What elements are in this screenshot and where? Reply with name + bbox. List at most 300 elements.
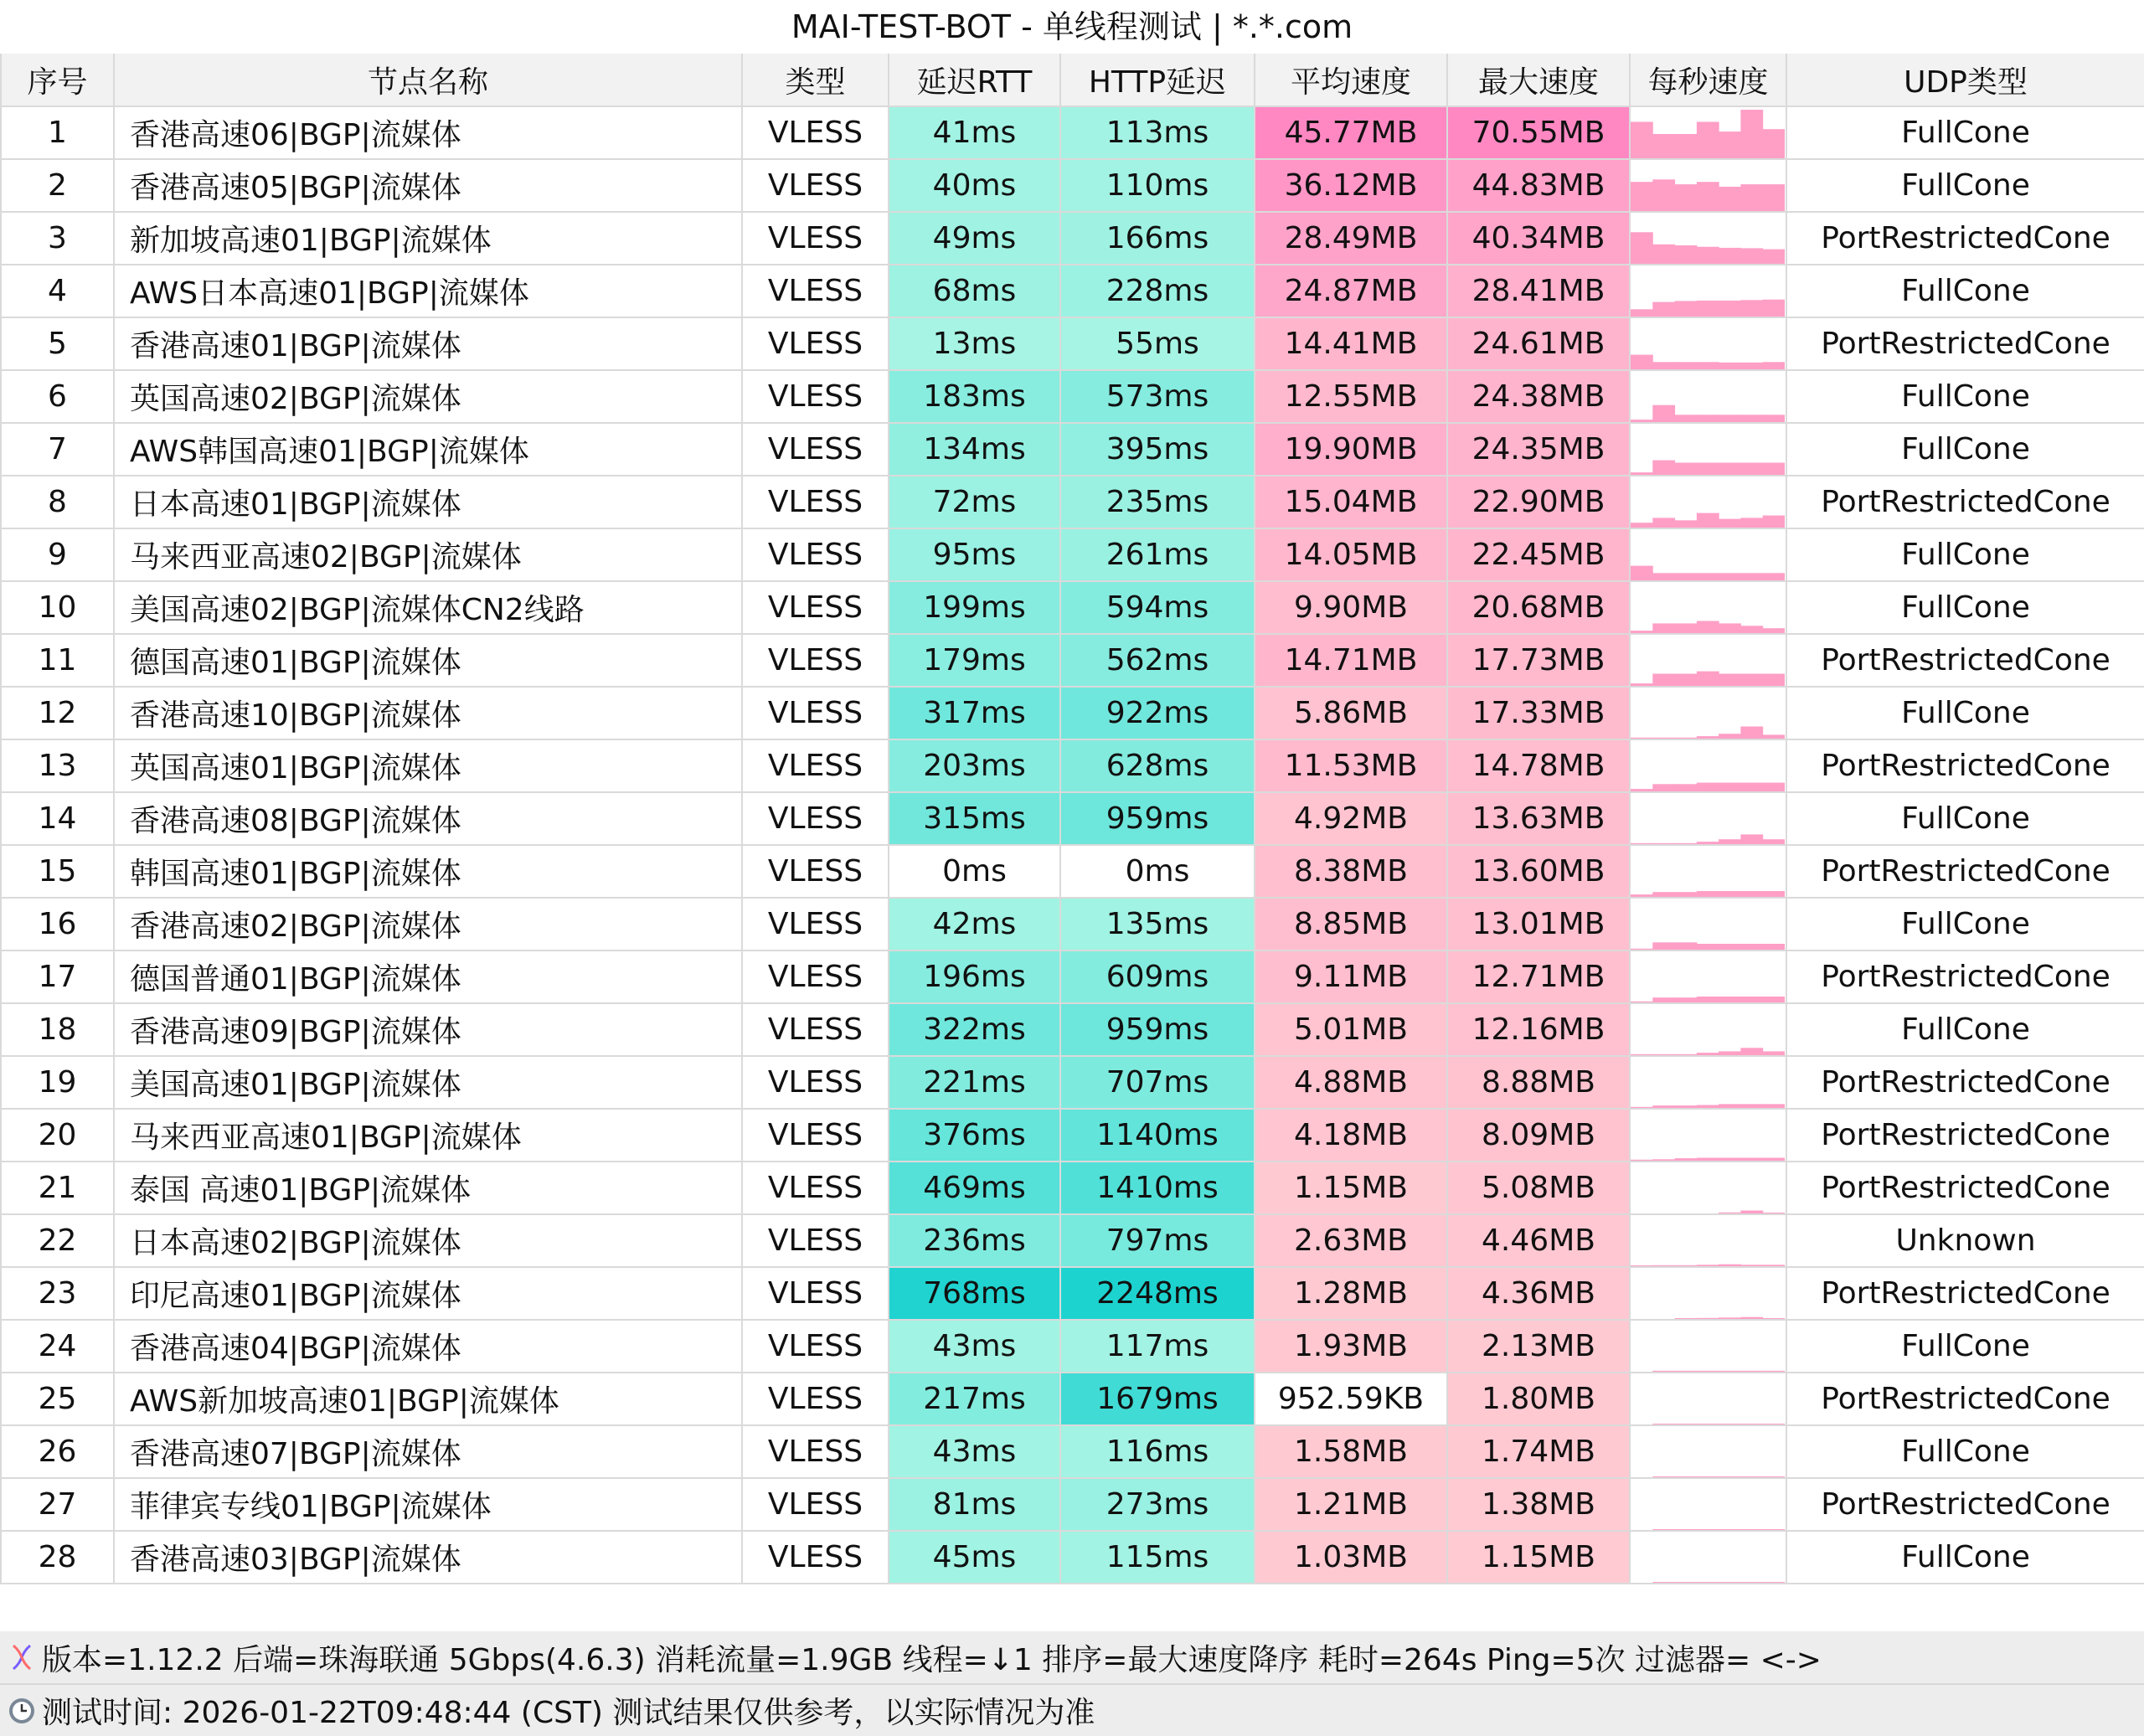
sparkline-bar xyxy=(1697,1371,1719,1372)
cell-udp-type: FullCone xyxy=(1786,1320,2144,1373)
cell-type: VLESS xyxy=(742,1478,889,1531)
speed-sparkline xyxy=(1631,1479,1785,1530)
cell-max-speed: 17.33MB xyxy=(1447,687,1630,739)
cell-udp-type: Unknown xyxy=(1786,1214,2144,1267)
cell-http-latency: 166ms xyxy=(1060,212,1255,265)
sparkline-bar xyxy=(1719,1529,1741,1530)
table-row[interactable] xyxy=(1,950,2144,1003)
speed-sparkline xyxy=(1631,476,1785,528)
cell-rtt: 41ms xyxy=(889,106,1060,159)
cell-avg-speed: 5.01MB xyxy=(1255,1003,1447,1056)
cell-node-name: 美国高速02|BGP|流媒体CN2线路 xyxy=(114,581,742,634)
cell-http-latency: 573ms xyxy=(1060,370,1255,423)
cell-max-speed: 13.63MB xyxy=(1447,792,1630,845)
sparkline-bar xyxy=(1697,1265,1719,1266)
cell-udp-type: FullCone xyxy=(1786,792,2144,845)
cell-http-latency: 2248ms xyxy=(1060,1267,1255,1320)
sparkline-bar xyxy=(1740,573,1763,580)
cell-http-latency: 922ms xyxy=(1060,687,1255,739)
cell-type: VLESS xyxy=(742,423,889,476)
sparkline-bar xyxy=(1652,1476,1675,1477)
sparkline-bar xyxy=(1697,944,1719,950)
sparkline-bar xyxy=(1697,891,1719,897)
cell-max-speed: 4.36MB xyxy=(1447,1267,1630,1320)
speed-sparkline xyxy=(1631,899,1785,950)
clock-icon xyxy=(7,1696,37,1726)
cell-type: VLESS xyxy=(742,1056,889,1109)
cell-per-second-chart xyxy=(1630,1478,1786,1531)
sparkline-bar xyxy=(1763,997,1785,1002)
cell-node-name: 香港高速10|BGP|流媒体 xyxy=(114,687,742,739)
cell-type: VLESS xyxy=(742,898,889,950)
sparkline-bar xyxy=(1675,1582,1698,1583)
table-row[interactable] xyxy=(1,1531,2144,1584)
sparkline-bar xyxy=(1675,301,1698,317)
sparkline-bar xyxy=(1740,944,1763,950)
sparkline-bar xyxy=(1675,623,1698,633)
cell-rtt: 40ms xyxy=(889,159,1060,212)
table-row[interactable] xyxy=(1,1425,2144,1478)
cell-index: 18 xyxy=(1,1003,114,1056)
cell-type: VLESS xyxy=(742,159,889,212)
table-row[interactable] xyxy=(1,792,2144,845)
table-row[interactable] xyxy=(1,739,2144,792)
cell-type: VLESS xyxy=(742,687,889,739)
cell-udp-type: PortRestrictedCone xyxy=(1786,845,2144,898)
cell-index: 5 xyxy=(1,317,114,370)
cell-http-latency: 628ms xyxy=(1060,739,1255,792)
table-row[interactable] xyxy=(1,317,2144,370)
sparkline-bar xyxy=(1719,734,1741,739)
sparkline-bar xyxy=(1631,182,1653,211)
cell-udp-type: PortRestrictedCone xyxy=(1786,1267,2144,1320)
sparkline-bar xyxy=(1740,1529,1763,1530)
table-row[interactable] xyxy=(1,1214,2144,1267)
sparkline-bar xyxy=(1631,949,1653,950)
cell-max-speed: 5.08MB xyxy=(1447,1162,1630,1214)
sparkline-bar xyxy=(1652,1054,1675,1055)
sparkline-bar xyxy=(1763,734,1785,739)
sparkline-bar xyxy=(1719,573,1741,580)
sparkline-bar xyxy=(1719,301,1741,317)
cell-node-name: 香港高速05|BGP|流媒体 xyxy=(114,159,742,212)
sparkline-bar xyxy=(1652,623,1675,633)
cell-node-name: AWS新加坡高速01|BGP|流媒体 xyxy=(114,1373,742,1425)
sparkline-bar xyxy=(1763,1371,1785,1372)
table-row[interactable] xyxy=(1,476,2144,528)
cell-udp-type: PortRestrictedCone xyxy=(1786,1162,2144,1214)
speed-sparkline xyxy=(1631,1426,1785,1477)
col-header-avg-speed[interactable]: 平均速度 xyxy=(1255,54,1447,106)
sparkline-bar xyxy=(1740,1476,1763,1477)
sparkline-bar xyxy=(1719,187,1741,211)
sparkline-bar xyxy=(1763,1104,1785,1108)
sparkline-bar xyxy=(1763,250,1785,264)
sparkline-bar xyxy=(1740,1211,1763,1214)
cell-max-speed: 70.55MB xyxy=(1447,106,1630,159)
cell-per-second-chart xyxy=(1630,423,1786,476)
cell-rtt: 768ms xyxy=(889,1267,1060,1320)
cell-udp-type: FullCone xyxy=(1786,528,2144,581)
cell-index: 16 xyxy=(1,898,114,950)
cell-index: 10 xyxy=(1,581,114,634)
cell-avg-speed: 8.38MB xyxy=(1255,845,1447,898)
sparkline-bar xyxy=(1697,182,1719,211)
table-row[interactable] xyxy=(1,159,2144,212)
cell-rtt: 183ms xyxy=(889,370,1060,423)
cell-per-second-chart xyxy=(1630,1109,1786,1162)
sparkline-bar xyxy=(1631,683,1653,686)
cell-avg-speed: 1.15MB xyxy=(1255,1162,1447,1214)
cell-type: VLESS xyxy=(742,1425,889,1478)
sparkline-bar xyxy=(1697,1053,1719,1055)
sparkline-bar xyxy=(1740,518,1763,528)
cell-udp-type: FullCone xyxy=(1786,687,2144,739)
sparkline-bar xyxy=(1697,513,1719,528)
cell-index: 9 xyxy=(1,528,114,581)
sparkline-bar xyxy=(1763,129,1785,158)
cell-udp-type: FullCone xyxy=(1786,370,2144,423)
cell-http-latency: 110ms xyxy=(1060,159,1255,212)
cell-udp-type: FullCone xyxy=(1786,265,2144,317)
cell-node-name: 香港高速08|BGP|流媒体 xyxy=(114,792,742,845)
cell-node-name: 菲律宾专线01|BGP|流媒体 xyxy=(114,1478,742,1531)
cell-per-second-chart xyxy=(1630,792,1786,845)
sparkline-bar xyxy=(1719,363,1741,369)
sparkline-bar xyxy=(1697,1476,1719,1477)
sparkline-bar xyxy=(1763,628,1785,633)
sparkline-bar xyxy=(1719,519,1741,528)
sparkline-bar xyxy=(1719,463,1741,476)
sparkline-bar xyxy=(1763,463,1785,476)
cell-node-name: 德国高速01|BGP|流媒体 xyxy=(114,634,742,687)
table-row[interactable] xyxy=(1,528,2144,581)
table-row[interactable] xyxy=(1,1056,2144,1109)
speed-sparkline xyxy=(1631,846,1785,897)
cell-per-second-chart xyxy=(1630,528,1786,581)
sparkline-bar xyxy=(1652,573,1675,580)
table-row[interactable] xyxy=(1,1320,2144,1373)
cell-index: 8 xyxy=(1,476,114,528)
cell-rtt: 42ms xyxy=(889,898,1060,950)
cell-avg-speed: 36.12MB xyxy=(1255,159,1447,212)
sparkline-bar xyxy=(1652,942,1675,950)
cell-node-name: 日本高速01|BGP|流媒体 xyxy=(114,476,742,528)
cell-http-latency: 116ms xyxy=(1060,1425,1255,1478)
cell-rtt: 13ms xyxy=(889,317,1060,370)
cell-index: 6 xyxy=(1,370,114,423)
sparkline-bar xyxy=(1763,839,1785,844)
cell-index: 26 xyxy=(1,1425,114,1478)
sparkline-bar xyxy=(1652,245,1675,264)
sparkline-bar xyxy=(1763,573,1785,580)
speed-sparkline xyxy=(1631,951,1785,1002)
table-row[interactable] xyxy=(1,265,2144,317)
sparkline-bar xyxy=(1697,1318,1719,1319)
cell-type: VLESS xyxy=(742,1267,889,1320)
sparkline-bar xyxy=(1763,300,1785,317)
cell-http-latency: 1410ms xyxy=(1060,1162,1255,1214)
sparkline-bar xyxy=(1675,573,1698,580)
cell-udp-type: PortRestrictedCone xyxy=(1786,1056,2144,1109)
cell-per-second-chart xyxy=(1630,106,1786,159)
cell-rtt: 68ms xyxy=(889,265,1060,317)
cell-udp-type: FullCone xyxy=(1786,1003,2144,1056)
footer-time-bar xyxy=(0,1683,2144,1736)
cell-node-name: AWS日本高速01|BGP|流媒体 xyxy=(114,265,742,317)
cell-node-name: 香港高速02|BGP|流媒体 xyxy=(114,898,742,950)
cell-type: VLESS xyxy=(742,317,889,370)
speed-sparkline xyxy=(1631,1057,1785,1108)
table-body xyxy=(1,106,2144,1584)
cell-node-name: 香港高速03|BGP|流媒体 xyxy=(114,1531,742,1584)
cell-http-latency: 959ms xyxy=(1060,792,1255,845)
cell-http-latency: 562ms xyxy=(1060,634,1255,687)
cell-node-name: 香港高速04|BGP|流媒体 xyxy=(114,1320,742,1373)
cell-udp-type: FullCone xyxy=(1786,1425,2144,1478)
cell-max-speed: 1.74MB xyxy=(1447,1425,1630,1478)
cell-http-latency: 395ms xyxy=(1060,423,1255,476)
cell-udp-type: FullCone xyxy=(1786,898,2144,950)
table-row[interactable] xyxy=(1,1109,2144,1162)
table-row[interactable] xyxy=(1,1003,2144,1056)
col-header-per-second[interactable]: 每秒速度 xyxy=(1630,54,1786,106)
cell-index: 28 xyxy=(1,1531,114,1584)
cell-http-latency: 261ms xyxy=(1060,528,1255,581)
table-row[interactable] xyxy=(1,423,2144,476)
cell-rtt: 0ms xyxy=(889,845,1060,898)
speed-sparkline xyxy=(1631,424,1785,475)
col-header-type[interactable]: 类型 xyxy=(742,54,889,106)
sparkline-bar xyxy=(1763,891,1785,897)
sparkline-bar xyxy=(1675,892,1698,897)
sparkline-bar xyxy=(1675,1265,1698,1266)
cell-max-speed: 24.38MB xyxy=(1447,370,1630,423)
speed-sparkline xyxy=(1631,1162,1785,1213)
cell-http-latency: 0ms xyxy=(1060,845,1255,898)
table-row[interactable] xyxy=(1,845,2144,898)
sparkline-bar xyxy=(1719,839,1741,844)
sparkline-bar xyxy=(1652,405,1675,422)
sparkline-bar xyxy=(1631,789,1653,791)
cell-avg-speed: 5.86MB xyxy=(1255,687,1447,739)
sparkline-bar xyxy=(1719,1317,1741,1319)
cell-max-speed: 28.41MB xyxy=(1447,265,1630,317)
cell-index: 20 xyxy=(1,1109,114,1162)
cell-rtt: 196ms xyxy=(889,950,1060,1003)
col-header-max-speed[interactable]: 最大速度 xyxy=(1447,54,1630,106)
cell-max-speed: 13.01MB xyxy=(1447,898,1630,950)
col-header-name[interactable]: 节点名称 xyxy=(114,54,742,106)
cell-type: VLESS xyxy=(742,1320,889,1373)
col-header-http[interactable]: HTTP延迟 xyxy=(1060,54,1255,106)
cell-per-second-chart xyxy=(1630,1320,1786,1373)
sparkline-bar xyxy=(1675,1158,1698,1161)
cell-http-latency: 113ms xyxy=(1060,106,1255,159)
cell-max-speed: 4.46MB xyxy=(1447,1214,1630,1267)
cell-avg-speed: 45.77MB xyxy=(1255,106,1447,159)
sparkline-bar xyxy=(1697,736,1719,739)
sparkline-bar xyxy=(1652,1105,1675,1108)
speed-sparkline xyxy=(1631,160,1785,211)
cell-per-second-chart xyxy=(1630,950,1786,1003)
cell-type: VLESS xyxy=(742,950,889,1003)
cell-max-speed: 13.60MB xyxy=(1447,845,1630,898)
sparkline-bar xyxy=(1675,1371,1698,1372)
cell-node-name: 德国普通01|BGP|流媒体 xyxy=(114,950,742,1003)
table-row[interactable] xyxy=(1,1162,2144,1214)
sparkline-bar xyxy=(1763,674,1785,687)
cell-http-latency: 959ms xyxy=(1060,1003,1255,1056)
sparkline-bar xyxy=(1719,1051,1741,1055)
cell-node-name: 香港高速09|BGP|流媒体 xyxy=(114,1003,742,1056)
cell-udp-type: FullCone xyxy=(1786,1531,2144,1584)
table-row[interactable] xyxy=(1,106,2144,159)
table-row[interactable] xyxy=(1,1267,2144,1320)
sparkline-bar xyxy=(1719,1104,1741,1108)
sparkline-bar xyxy=(1740,834,1763,844)
sparkline-bar xyxy=(1675,843,1698,844)
cell-type: VLESS xyxy=(742,1373,889,1425)
sparkline-bar xyxy=(1631,472,1653,475)
table-row[interactable] xyxy=(1,898,2144,950)
cell-index: 22 xyxy=(1,1214,114,1267)
col-header-rtt[interactable]: 延迟RTT xyxy=(889,54,1060,106)
sparkline-bar xyxy=(1675,1529,1698,1530)
cell-per-second-chart xyxy=(1630,634,1786,687)
table-row[interactable] xyxy=(1,581,2144,634)
cell-per-second-chart xyxy=(1630,1267,1786,1320)
cell-type: VLESS xyxy=(742,739,889,792)
sparkline-bar xyxy=(1697,247,1719,264)
cell-max-speed: 1.15MB xyxy=(1447,1531,1630,1584)
table-row[interactable] xyxy=(1,687,2144,739)
cell-node-name: 马来西亚高速02|BGP|流媒体 xyxy=(114,528,742,581)
cell-per-second-chart xyxy=(1630,317,1786,370)
table-row[interactable] xyxy=(1,1373,2144,1425)
sparkline-bar xyxy=(1631,566,1653,580)
cell-index: 15 xyxy=(1,845,114,898)
sparkline-bar xyxy=(1675,184,1698,211)
speed-sparkline xyxy=(1631,265,1785,317)
speed-sparkline xyxy=(1631,1004,1785,1055)
sparkline-bar xyxy=(1719,1582,1741,1583)
speed-sparkline xyxy=(1631,793,1785,844)
sparkline-bar xyxy=(1740,1582,1763,1583)
sparkline-bar xyxy=(1740,300,1763,317)
footer-info-text: 版本=1.12.2 后端=珠海联通 5Gbps(4.6.3) 消耗流量=1.9GB 线程=↓1 排序=最大速度降序 耗时=264s Ping=5次 过滤器= <-> xyxy=(42,1642,1822,1677)
cell-udp-type: FullCone xyxy=(1786,423,2144,476)
sparkline-bar xyxy=(1719,944,1741,950)
cell-type: VLESS xyxy=(742,212,889,265)
cell-type: VLESS xyxy=(742,265,889,317)
cell-node-name: 香港高速06|BGP|流媒体 xyxy=(114,106,742,159)
col-header-index[interactable]: 序号 xyxy=(1,54,114,106)
header-row xyxy=(1,54,2144,106)
cell-udp-type: PortRestrictedCone xyxy=(1786,1109,2144,1162)
cell-rtt: 221ms xyxy=(889,1056,1060,1109)
sparkline-bar xyxy=(1740,463,1763,476)
sparkline-bar xyxy=(1719,1371,1741,1372)
cell-per-second-chart xyxy=(1630,739,1786,792)
cell-avg-speed: 24.87MB xyxy=(1255,265,1447,317)
cell-http-latency: 55ms xyxy=(1060,317,1255,370)
cell-rtt: 179ms xyxy=(889,634,1060,687)
speed-sparkline xyxy=(1631,1373,1785,1424)
speed-sparkline xyxy=(1631,1215,1785,1266)
cell-per-second-chart xyxy=(1630,1214,1786,1267)
speed-sparkline xyxy=(1631,107,1785,158)
sparkline-bar xyxy=(1740,110,1763,158)
col-header-udp[interactable]: UDP类型 xyxy=(1786,54,2144,106)
cell-avg-speed: 9.11MB xyxy=(1255,950,1447,1003)
cell-rtt: 376ms xyxy=(889,1109,1060,1162)
sparkline-bar xyxy=(1763,944,1785,950)
cell-max-speed: 22.90MB xyxy=(1447,476,1630,528)
cell-per-second-chart xyxy=(1630,1373,1786,1425)
cell-node-name: AWS韩国高速01|BGP|流媒体 xyxy=(114,423,742,476)
cell-per-second-chart xyxy=(1630,845,1786,898)
cell-type: VLESS xyxy=(742,370,889,423)
cell-per-second-chart xyxy=(1630,1003,1786,1056)
sparkline-bar xyxy=(1697,672,1719,686)
sparkline-bar xyxy=(1740,1048,1763,1055)
sparkline-bar xyxy=(1740,674,1763,687)
results-table xyxy=(0,54,2144,1584)
cell-type: VLESS xyxy=(742,476,889,528)
table-row[interactable] xyxy=(1,634,2144,687)
table-row[interactable] xyxy=(1,212,2144,265)
cell-index: 13 xyxy=(1,739,114,792)
sparkline-bar xyxy=(1652,461,1675,475)
sparkline-bar xyxy=(1631,122,1653,159)
table-row[interactable] xyxy=(1,1478,2144,1531)
sparkline-bar xyxy=(1631,1160,1653,1161)
cell-rtt: 315ms xyxy=(889,792,1060,845)
cell-avg-speed: 4.88MB xyxy=(1255,1056,1447,1109)
sparkline-bar xyxy=(1740,1158,1763,1162)
cell-max-speed: 2.13MB xyxy=(1447,1320,1630,1373)
sparkline-bar xyxy=(1740,248,1763,264)
sparkline-bar xyxy=(1652,738,1675,739)
sparkline-bar xyxy=(1697,1582,1719,1583)
cell-avg-speed: 15.04MB xyxy=(1255,476,1447,528)
cell-rtt: 236ms xyxy=(889,1214,1060,1267)
cell-rtt: 469ms xyxy=(889,1162,1060,1214)
cell-max-speed: 12.71MB xyxy=(1447,950,1630,1003)
sparkline-bar xyxy=(1719,1158,1741,1162)
sparkline-bar xyxy=(1675,245,1698,264)
cell-index: 23 xyxy=(1,1267,114,1320)
cell-index: 25 xyxy=(1,1373,114,1425)
sparkline-bar xyxy=(1697,362,1719,369)
table-row[interactable] xyxy=(1,370,2144,423)
speed-sparkline xyxy=(1631,371,1785,422)
cell-rtt: 134ms xyxy=(889,423,1060,476)
cell-per-second-chart xyxy=(1630,687,1786,739)
sparkline-bar xyxy=(1763,516,1785,528)
sparkline-bar xyxy=(1652,997,1675,1002)
cell-avg-speed: 4.18MB xyxy=(1255,1109,1447,1162)
speed-sparkline xyxy=(1631,740,1785,791)
speed-sparkline xyxy=(1631,1268,1785,1319)
cell-avg-speed: 14.41MB xyxy=(1255,317,1447,370)
cell-rtt: 81ms xyxy=(889,1478,1060,1531)
cell-node-name: 香港高速01|BGP|流媒体 xyxy=(114,317,742,370)
sparkline-bar xyxy=(1763,1051,1785,1055)
cell-udp-type: PortRestrictedCone xyxy=(1786,950,2144,1003)
sparkline-bar xyxy=(1631,843,1653,844)
